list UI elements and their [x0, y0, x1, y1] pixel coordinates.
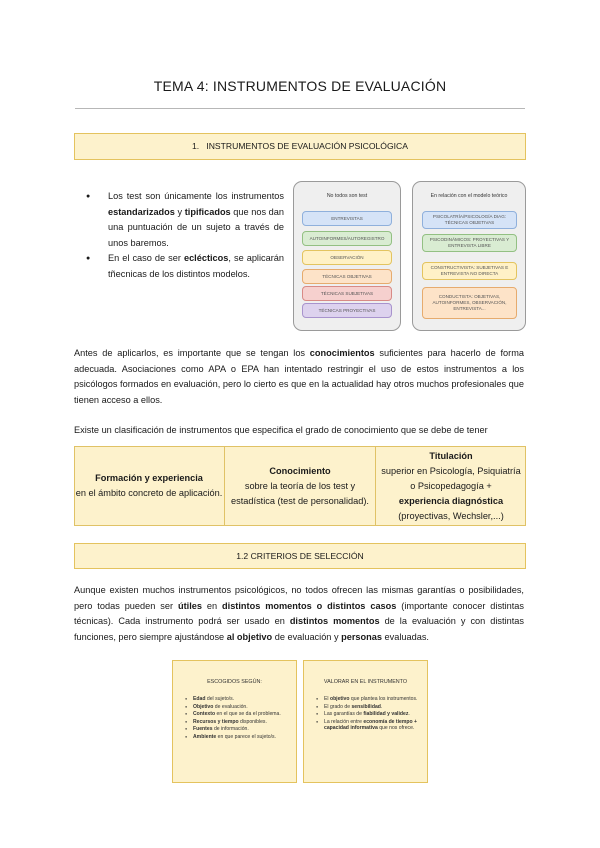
section-header-1 — [74, 133, 526, 160]
technique-pill: OBSERVACIÓN — [302, 250, 392, 265]
list-item: ● El grado de sensibilidad. — [324, 704, 426, 711]
list-item: ● Contexto en el que se da el problema. — [193, 711, 295, 718]
criteria-box-title: VALORAR EN EL INSTRUMENTO — [323, 679, 408, 685]
table-divider — [375, 447, 376, 525]
title-divider — [75, 108, 525, 109]
paragraph-criterios: Aunque existen muchos instrumentos psicológicos, no todos ofrecen las mismas garantías o posibilidades, pero todas pueden ser útiles en distintos momentos o distintos casos (importante conocer distintas técnicas). Cada instrumento podrá ser usado en distintos momentos de la evaluación y con distintas funciones, pero siempre ajustándose al objetivo de evaluación y personas evaluadas. — [74, 585, 525, 642]
section-header-2: 1.2 CRITERIOS DE SELECCIÓN — [74, 543, 526, 569]
list-item: ● Edad del sujeto/s. — [193, 696, 295, 703]
model-card — [412, 181, 526, 331]
list-item: ● Objetivo de evaluación. — [193, 704, 295, 711]
technique-pill: TÉCNICAS PROYECTIVAS — [302, 303, 392, 318]
model-card-title: En relación con el modelo teórico — [430, 193, 508, 199]
section-label: INSTRUMENTOS DE EVALUACIÓN PSICOLÓGICA — [206, 141, 408, 151]
criteria-box-escogidos — [172, 660, 297, 783]
technique-pill: TÉCNICAS SUBJETIVAS — [302, 286, 392, 301]
list-item: ● El objetivo que plantea los instrumentos. — [324, 696, 426, 703]
techniques-card — [293, 181, 401, 331]
criteria-box-valorar — [303, 660, 428, 783]
model-pill: CONSTRUCTIVISTA: SUBJETIVAS E ENTREVISTA NO DIRECTA — [422, 262, 517, 280]
technique-pill: TÉCNICAS OBJETIVAS — [302, 269, 392, 284]
model-pill: PSICODINÁMICOS: PROYECTIVAS Y ENTREVISTA LIBRE — [422, 234, 517, 252]
technique-pill: ENTREVISTAS — [302, 211, 392, 226]
list-item: ● Recursos y tiempo disponibles. — [193, 719, 295, 726]
bullet-item-eclecticos: ● En el caso de ser eclécticos, se aplicarán tñecnicas de los distintos modelos. — [108, 251, 284, 282]
table-cell: Titulación superior en Psicología, Psiquiatría o Psicopedagogía + experiencia diagnóstica (proyectivas, Wechsler,...) — [381, 450, 521, 521]
technique-pill: AUTOINFORMES/AUTOREGISTRO — [302, 231, 392, 246]
criteria-box-title: ESCOGIDOS SEGÚN: — [207, 679, 262, 685]
bullet-list — [84, 189, 284, 283]
table-cell: Conocimiento sobre la teoría de los test y estadística (test de personalidad). — [231, 465, 369, 506]
page-title: TEMA 4: INSTRUMENTOS DE EVALUACIÓN — [153, 78, 447, 94]
list-item: ● Fuentes de información. — [193, 726, 295, 733]
list-item: ● La relación entre economía de tiempo + capacidad informativa que nos ofrece. — [324, 719, 426, 732]
techniques-card-title: No todos son test — [326, 193, 368, 199]
paragraph-clasificacion: Existe un clasificación de instrumentos que especifica el grado de conocimiento que se debe de tener — [74, 425, 488, 435]
classification-table — [74, 446, 526, 526]
table-divider — [224, 447, 225, 525]
list-item: ● Ambiente en que parece el sujeto/s. — [193, 734, 295, 741]
bullet-item-test: ● Los test son únicamente los instrumentos estandarizados y tipificados que nos dan una puntuación de un sujeto a través de unos baremos. — [108, 189, 284, 251]
list-item: ● Las garantías de fiabilidad y validez. — [324, 711, 426, 718]
model-pill: CONDUCTISTA: OBJETIVAS, AUTOINFORMES, OBSERVACIÓN, ENTREVISTA... — [422, 287, 517, 319]
model-pill: PSICOLATRÍA/PSICOLOGÍA DIAG: TÉCNICAS OBJETIVAS — [422, 211, 517, 229]
table-cell: Formación y experiencia en el ámbito concreto de aplicación. — [75, 473, 223, 498]
paragraph-conocimientos: Antes de aplicarlos, es importante que se tengan los conocimientos suficientes para hacerlo de forma adecuada. Asociaciones como APA o EPA han intentado restringir el uso de estos instrumentos a los psicólogos formados en evaluación, pero lo cierto es que en la actualidad hay otros muchos profesionales que tienen acceso a ellos. — [74, 348, 524, 405]
section-number: 1. — [191, 141, 200, 151]
